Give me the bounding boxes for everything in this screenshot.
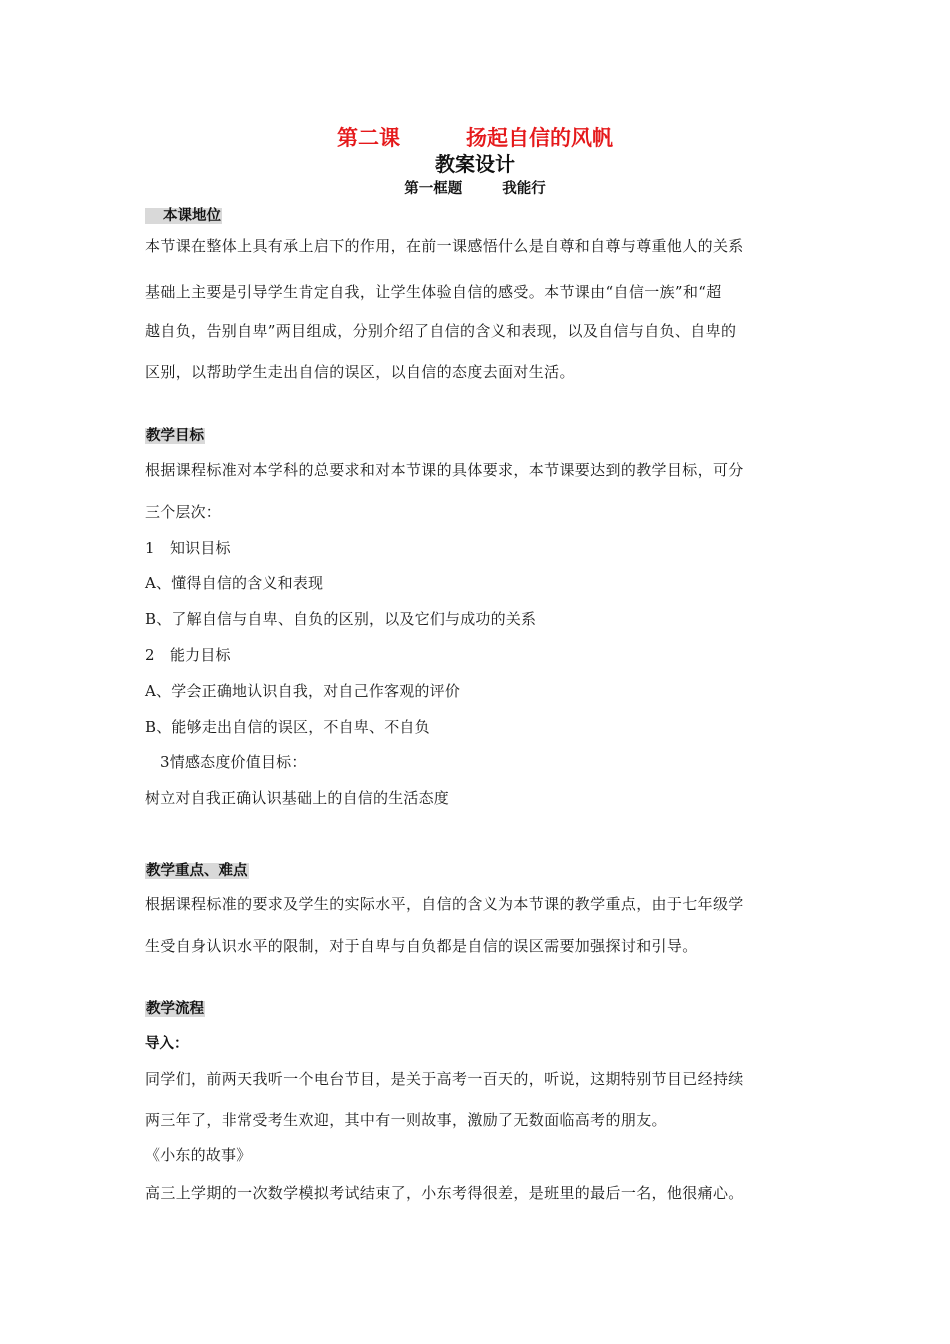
lesson-number: 第二课 xyxy=(337,126,400,150)
section-heading-focus: 教学重点、难点 xyxy=(146,863,248,879)
frame-number: 第一框题 xyxy=(404,181,463,197)
focus-line-1: 根据课程标准的要求及学生的实际水平，自信的含义为本节课的教学重点，由于七年级学 xyxy=(145,895,744,913)
goals-line-5: B、了解自信与自卑、自负的区别，以及它们与成功的关系 xyxy=(145,610,537,628)
goals-line-6: 2 能力目标 xyxy=(145,646,231,664)
goals-line-3: 1 知识目标 xyxy=(145,539,231,557)
frame-name: 我能行 xyxy=(502,181,546,197)
process-line-1: 同学们，前两天我听一个电台节目，是关于高考一百天的，听说，这期特别节目已经持续 xyxy=(145,1070,744,1088)
goals-line-9: 3情感态度价值目标： xyxy=(160,753,307,771)
process-line-2: 两三年了，非常受考生欢迎，其中有一则故事，激励了无数面临高考的朋友。 xyxy=(145,1111,667,1129)
position-line-3: 越自负，告别自卑”两目组成，分别介绍了自信的含义和表现，以及自信与自负、自卑的 xyxy=(145,322,737,340)
goals-line-8: B、能够走出自信的误区，不自卑、不自负 xyxy=(145,718,430,736)
goals-line-4: A、懂得自信的含义和表现 xyxy=(145,574,324,592)
story-title: 《小东的故事》 xyxy=(145,1146,252,1164)
position-line-1: 本节课在整体上具有承上启下的作用，在前一课感悟什么是自尊和自尊与尊重他人的关系 xyxy=(145,237,744,255)
position-line-2: 基础上主要是引导学生肯定自我，让学生体验自信的感受。本节课由“自信一族”和“超 xyxy=(145,283,722,301)
section-heading-goals: 教学目标 xyxy=(146,428,204,444)
goals-line-2: 三个层次： xyxy=(145,503,222,521)
goals-line-7: A、学会正确地认识自我，对自己作客观的评价 xyxy=(145,682,461,700)
position-line-4: 区别，以帮助学生走出自信的误区，以自信的态度去面对生活。 xyxy=(145,363,575,381)
section-heading-process: 教学流程 xyxy=(146,1001,204,1017)
lesson-theme: 扬起自信的风帆 xyxy=(466,126,613,150)
section-heading-position: 本课地位 xyxy=(145,204,222,225)
goals-line-10: 树立对自我正确认识基础上的自信的生活态度 xyxy=(145,789,450,807)
frame-title xyxy=(0,177,950,198)
process-line-4: 高三上学期的一次数学模拟考试结束了，小东考得很差，是班里的最后一名，他很痛心。 xyxy=(145,1184,744,1202)
intro-heading: 导入： xyxy=(145,1036,189,1052)
goals-line-1: 根据课程标准对本学科的总要求和对本节课的具体要求，本节课要达到的教学目标，可分 xyxy=(145,461,744,479)
focus-line-2: 生受自身认识水平的限制，对于自卑与自负都是自信的误区需要加强探讨和引导。 xyxy=(145,937,698,955)
document-subtitle: 教案设计 xyxy=(435,152,515,176)
